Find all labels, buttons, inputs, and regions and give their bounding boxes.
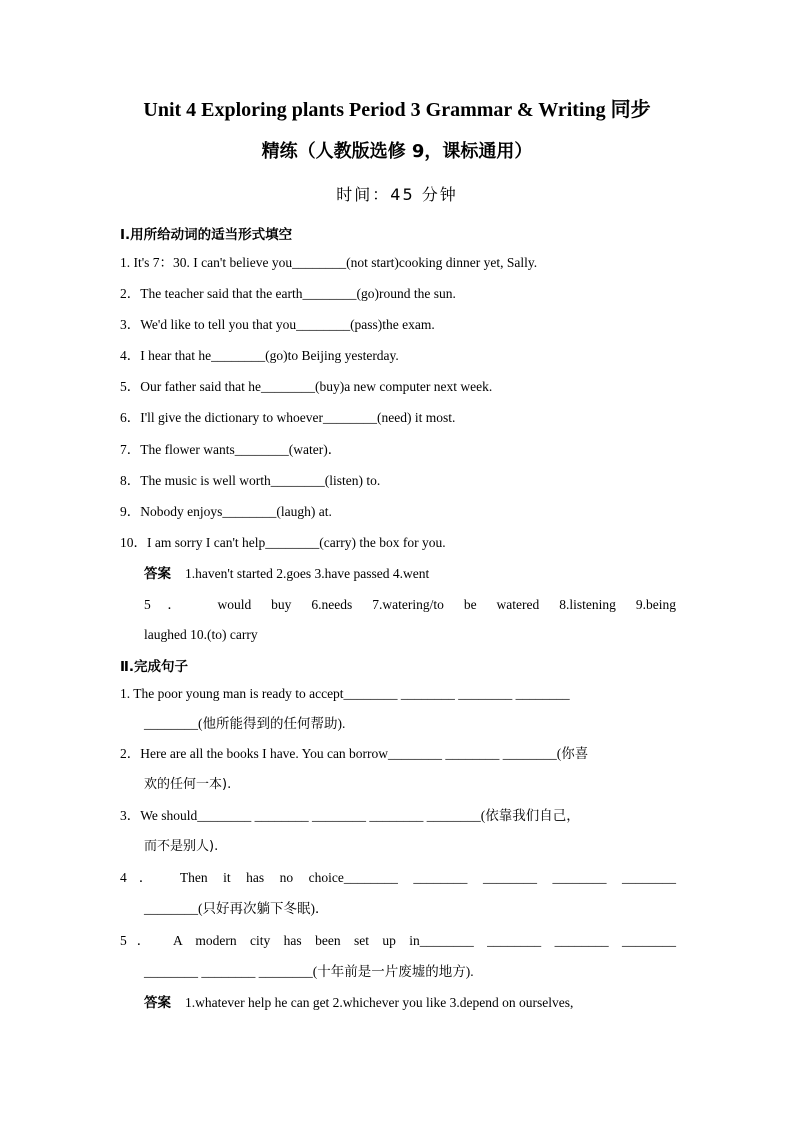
sentence-1-line-1: 1. The poor young man is ready to accept________ ________ ________ ________ (120, 686, 570, 701)
sentence-5-line-1: 5． A modern city has been set up in________ ________ ________ ________ (120, 933, 676, 948)
question-2: 2．The teacher said that the earth________(go)round the sun. (120, 286, 456, 301)
question-5: 5．Our father said that he________(buy)a new computer next week. (120, 379, 493, 394)
question-10: 10．I am sorry I can't help________(carry) the box for you. (120, 535, 446, 550)
question-3: 3．We'd like to tell you that you________(pass)the exam. (120, 317, 435, 332)
answer-1-line-2: 5． would buy 6.needs 7.watering/to be watered 8.listening 9.being (144, 597, 676, 612)
question-1: 1. It's 7：30. I can't believe you________(not start)cooking dinner yet, Sally. (120, 255, 538, 270)
sentence-1-line-2: ________(他所能得到的任何帮助). (144, 716, 346, 731)
sentence-4-line-2: ________(只好再次躺下冬眠)． (144, 901, 329, 916)
sentence-4-line-1: 4． Then it has no choice________ ________ ________ ________ ________ (120, 870, 676, 885)
question-7: 7．The flower wants________(water)． (120, 442, 342, 457)
answer-1-line-1 (144, 565, 676, 583)
answer-label: 答案 (144, 566, 171, 582)
sentence-3-line-1: 3．We should________ ________ ________ ________ ________(依靠我们自己， (120, 808, 580, 823)
section-2-heading: Ⅱ.完成句子 (120, 659, 189, 675)
question-6: 6．I'll give the dictionary to whoever________(need) it most. (120, 410, 456, 425)
sentence-2-line-1: 2．Here are all the books I have. You can borrow________ ________ ________(你喜 (120, 746, 589, 761)
answer-text: 1.haven't started 2.goes 3.have passed 4.went (185, 566, 430, 581)
title-line-2: 精练（人教版选修 9，课标通用） (261, 141, 533, 162)
sentence-5-line-2: ________ ________ ________(十年前是一片废墟的地方). (144, 964, 474, 979)
answer-text: 1.whatever help he can get 2.whichever you like 3.depend on ourselves, (185, 995, 574, 1010)
time-limit: 时间：45 分钟 (336, 185, 458, 204)
answer-1-line-3: laughed 10.(to) carry (144, 627, 258, 642)
answer-label: 答案 (144, 995, 171, 1011)
sentence-3-line-2: 而不是别人). (144, 839, 219, 854)
question-8: 8．The music is well worth________(listen) to. (120, 473, 381, 488)
sentence-2-line-2: 欢的任何一本). (144, 777, 232, 792)
title-line-1: Unit 4 Exploring plants Period 3 Grammar & Writing 同步 (143, 99, 651, 121)
question-4: 4．I hear that he________(go)to Beijing yesterday. (120, 348, 399, 363)
section-1-heading: Ⅰ.用所给动词的适当形式填空 (120, 227, 293, 243)
answer-2-line-1 (144, 994, 676, 1012)
question-9: 9．Nobody enjoys________(laugh) at. (120, 504, 332, 519)
